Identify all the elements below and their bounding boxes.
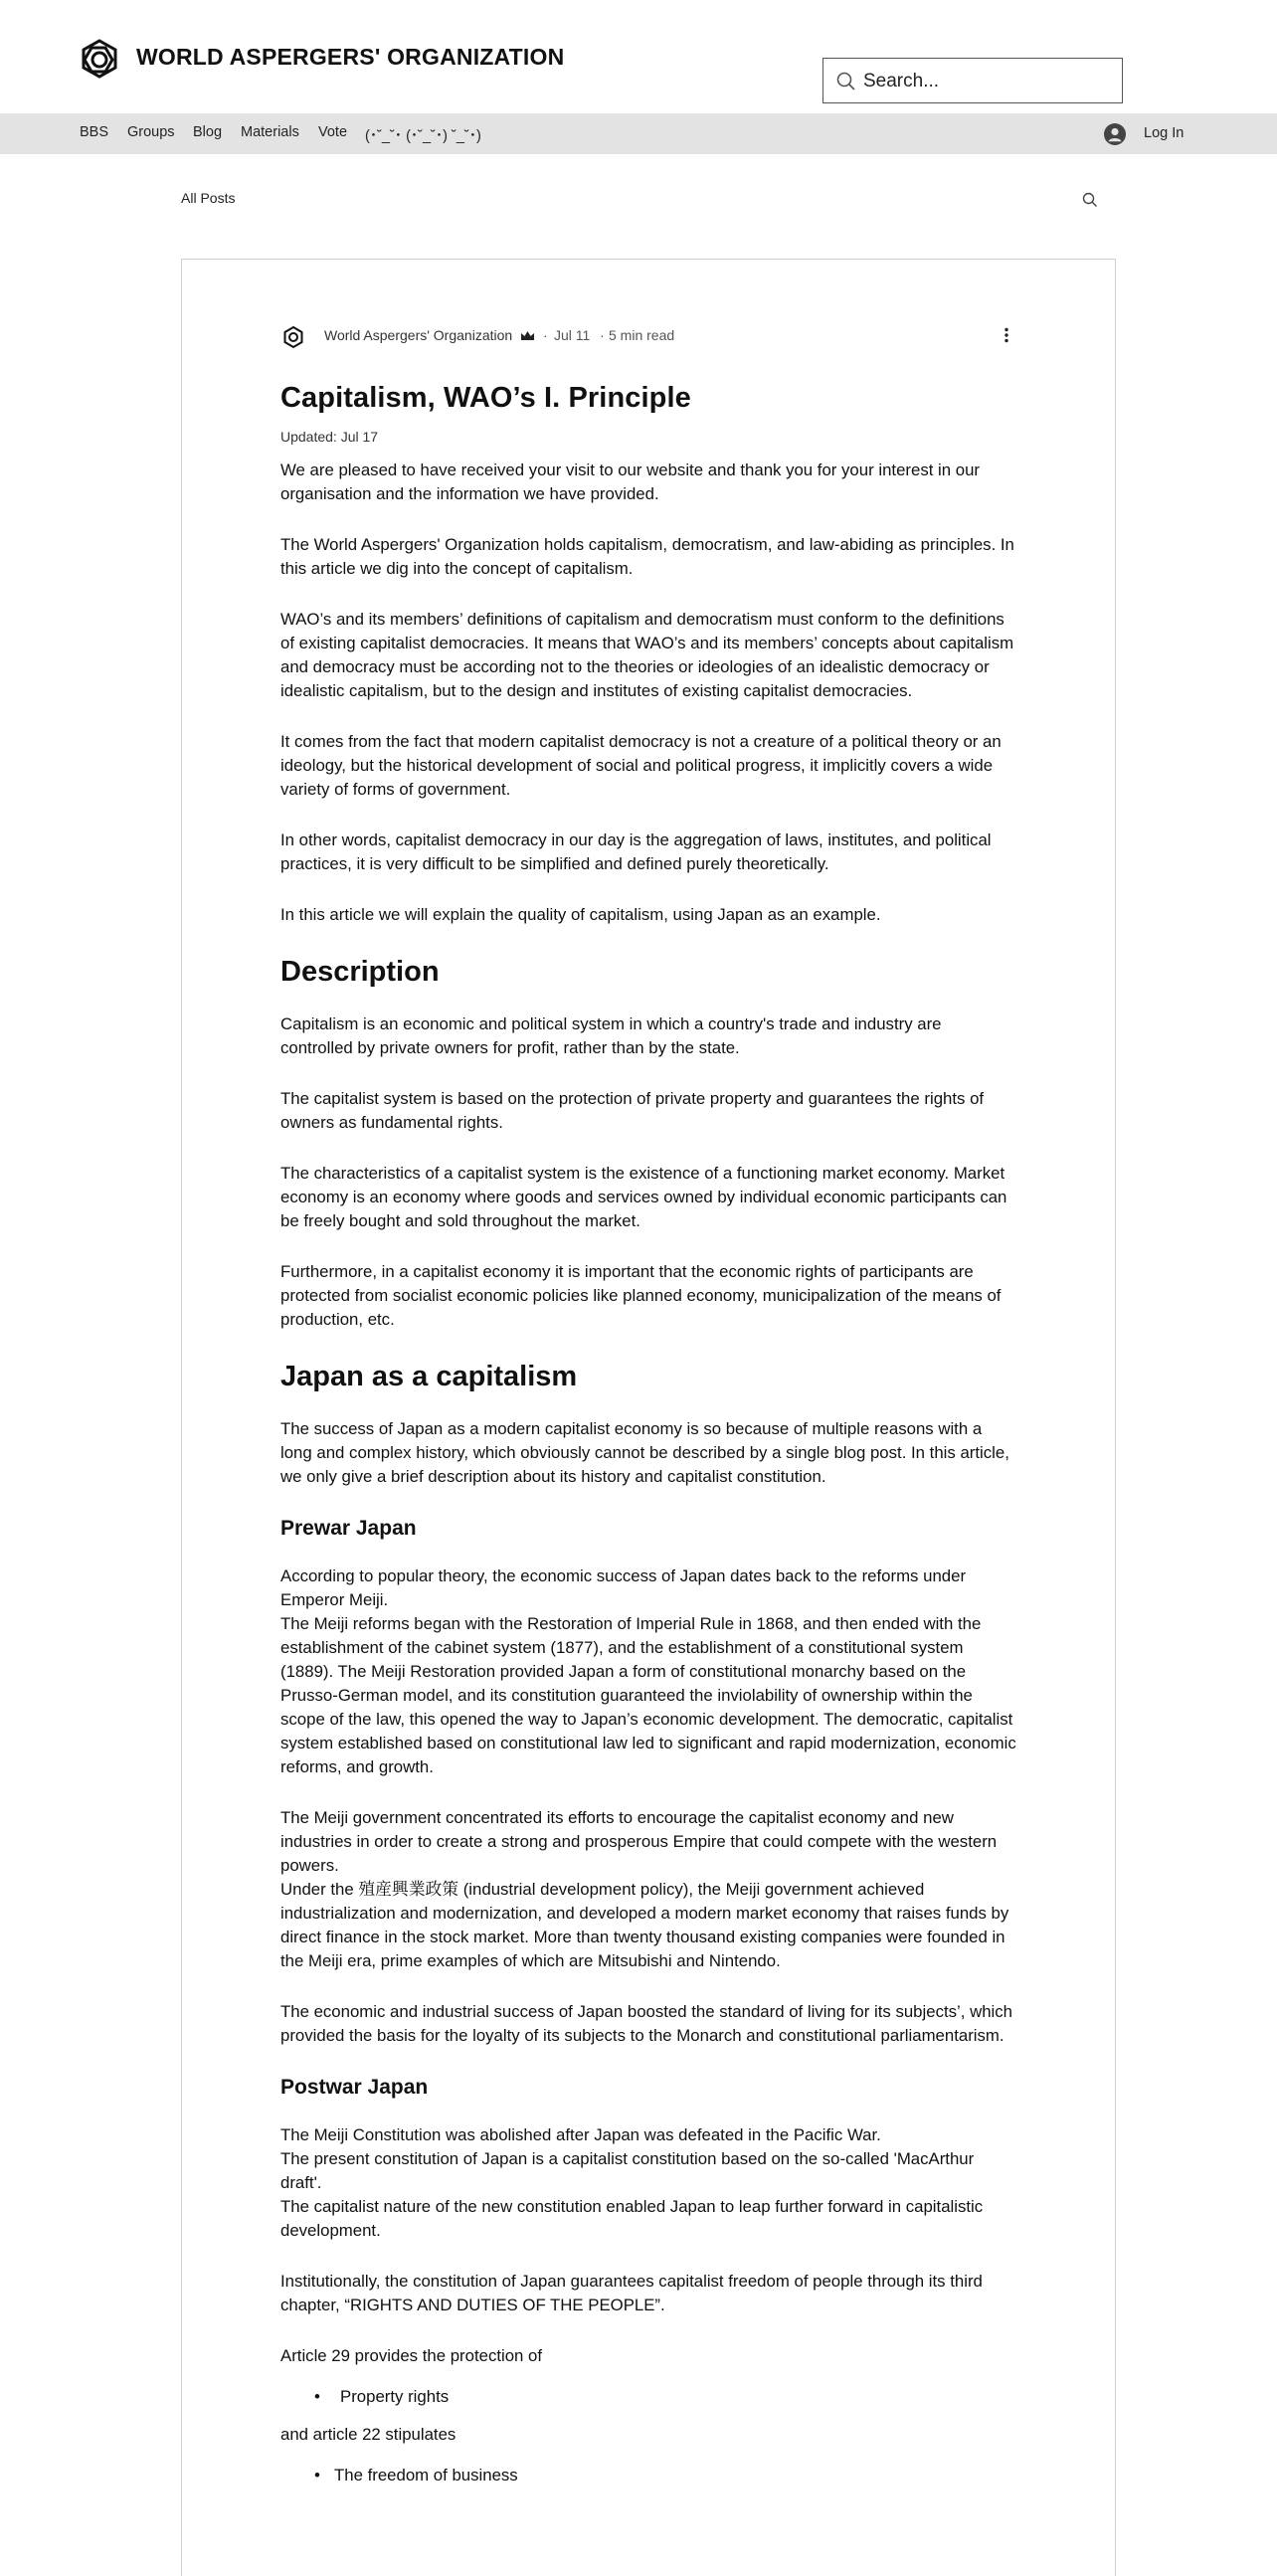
meta-separator: · xyxy=(543,327,548,343)
japan-intro-paragraph: The success of Japan as a modern capitalist economy is so because of multiple reasons with a long and complex history, which obviously cannot be described by a single blog post. In this article, we only give a brief description about its history and capitalist constitution. xyxy=(280,1419,1009,1486)
nav-item-materials[interactable]: Materials xyxy=(241,124,299,140)
nav-item-emoticon[interactable]: (･˘_˘･ (･˘_˘･) ˘_˘･) xyxy=(365,128,481,144)
post-meta xyxy=(280,322,1016,348)
prewar-paragraph: The economic and industrial success of Japan boosted the standard of living for its subjects’, which provided the basis for the loyalty of its subjects to the Monarch and constitutional parliamentarism. xyxy=(280,2002,1012,2045)
nav-item-vote[interactable]: Vote xyxy=(318,124,348,140)
prewar-paragraph: According to popular theory, the economic success of Japan dates back to the reforms under Emperor Meiji. xyxy=(280,1566,967,1609)
search-placeholder: Search... xyxy=(863,71,940,92)
list-item-text: Property rights xyxy=(340,2387,450,2406)
section-heading-description: Description xyxy=(280,956,440,988)
post-article xyxy=(280,382,1016,2501)
subheading-postwar: Postwar Japan xyxy=(280,2076,429,2099)
author-avatar-icon[interactable] xyxy=(280,324,306,350)
site-logo-icon[interactable] xyxy=(78,38,121,82)
post-date: Jul 11 xyxy=(554,327,591,343)
search-icon xyxy=(835,71,857,92)
article22-paragraph: and article 22 stipulates xyxy=(280,2425,456,2444)
postwar-paragraph: The present constitution of Japan is a capitalist constitution based on the so-called 'MacArthur draft'. xyxy=(280,2149,975,2192)
description-paragraph: The capitalist system is based on the protection of private property and guarantees the rights of owners as fundamental rights. xyxy=(280,1089,985,1132)
article22-list xyxy=(280,2464,1016,2487)
updated-date: Updated: Jul 17 xyxy=(280,429,379,445)
description-paragraph: The characteristics of a capitalist system is the existence of a functioning market economy. Market economy is an economy where goods and services owned by individual economic participants can be freely bought and sold throughout the market. xyxy=(280,1164,1007,1230)
prewar-paragraph: The Meiji reforms began with the Restoration of Imperial Rule in 1868, and then ended with the establishment of the cabinet system (1877), and the establishment of a constitutional system (1889). The Meiji Restoration provided Japan a form of constitutional monarchy based on the Prusso-German model, and its constitution guaranteed the inviolability of ownership within the scope of the law, this opened the way to Japan’s economic development. The democratic, capitalist system established based on constitutional law led to significant and rapid modernization, economic reforms, and growth. xyxy=(280,1614,1016,1776)
article29-list xyxy=(280,2385,1016,2409)
login-label: Log In xyxy=(1144,125,1185,141)
author-name[interactable]: World Aspergers' Organization xyxy=(324,327,513,343)
intro-paragraph: In this article we will explain the quality of capitalism, using Japan as an example. xyxy=(280,905,881,924)
postwar-paragraph: The capitalist nature of the new constitution enabled Japan to leap further forward in capitalistic development. xyxy=(280,2197,984,2240)
nav-item-blog[interactable]: Blog xyxy=(193,124,223,140)
more-actions-icon[interactable] xyxy=(997,325,1016,345)
site-search-input[interactable] xyxy=(822,58,1123,103)
prewar-paragraph: Under the 殖産興業政策 (industrial development policy), the Meiji government achieved industrialization and modernization, and developed a modern market economy that raises funds by direct finance in the stock market. More than twenty thousand existing companies were founded in the Meiji era, prime examples of which are Mitsubishi and Nintendo. xyxy=(280,1880,1009,1970)
all-posts-link[interactable]: All Posts xyxy=(181,190,236,206)
section-heading-japan: Japan as a capitalism xyxy=(280,1361,578,1392)
intro-paragraph: It comes from the fact that modern capitalist democracy is not a creature of a political theory or an ideology, but the historical development of social and political progress, it implicitly covers a wide variety of forms of government. xyxy=(280,732,1002,799)
meta-separator: · xyxy=(600,327,605,343)
nav-item-groups[interactable]: Groups xyxy=(127,124,175,140)
prewar-paragraph: The Meiji government concentrated its efforts to encourage the capitalist economy and new industries in order to create a strong and prosperous Empire that could compete with the western powers. xyxy=(280,1808,998,1875)
site-header xyxy=(0,0,1277,113)
admin-crown-icon xyxy=(520,330,535,342)
list-item xyxy=(280,2385,1016,2409)
postwar-paragraph: The Meiji Constitution was abolished after Japan was defeated in the Pacific War. xyxy=(280,2125,881,2144)
postwar-paragraph: Institutionally, the constitution of Japan guarantees capitalist freedom of people through its third chapter, “RIGHTS AND DUTIES OF THE PEOPLE”. xyxy=(280,2272,983,2314)
main-nav xyxy=(0,113,1277,154)
intro-paragraph: In other words, capitalist democracy in our day is the aggregation of laws, institutes, and political practices, it is very difficult to be simplified and defined purely theoretically. xyxy=(280,830,992,873)
intro-paragraph: We are pleased to have received your visit to our website and thank you for your interest in our organisation and the information we have provided. xyxy=(280,460,981,503)
intro-paragraph: WAO’s and its members’ definitions of capitalism and democratism must conform to the definitions of existing capitalist democracies. It means that WAO’s and its members’ concepts about capitalism and democracy must be according not to the theories or ideologies of an idealistic democracy or idealistic capitalism, but to the design and institutes of existing capitalist democracies. xyxy=(280,610,1014,700)
list-item-text: The freedom of business xyxy=(334,2466,518,2484)
list-item xyxy=(280,2464,1016,2487)
intro-paragraph: The World Aspergers' Organization holds capitalism, democratism, and law-abiding as principles. In this article we dig into the concept of capitalism. xyxy=(280,535,1014,578)
site-title[interactable]: WORLD ASPERGERS' ORGANIZATION xyxy=(136,44,565,70)
description-paragraph: Capitalism is an economic and political system in which a country's trade and industry are controlled by private owners for profit, rather than by the state. xyxy=(280,1014,942,1057)
nav-item-bbs[interactable]: BBS xyxy=(80,124,109,140)
user-avatar-icon xyxy=(1104,123,1126,145)
description-paragraph: Furthermore, in a capitalist economy it is important that the economic rights of participants are protected from socialist economic policies like planned economy, municipalization of the means of production, etc. xyxy=(280,1262,1002,1329)
read-time: 5 min read xyxy=(609,327,675,343)
article29-paragraph: Article 29 provides the protection of xyxy=(280,2346,543,2365)
blog-search-icon[interactable] xyxy=(1081,191,1099,209)
post-title: Capitalism, WAO’s I. Principle xyxy=(280,382,691,414)
subheading-prewar: Prewar Japan xyxy=(280,1517,417,1540)
